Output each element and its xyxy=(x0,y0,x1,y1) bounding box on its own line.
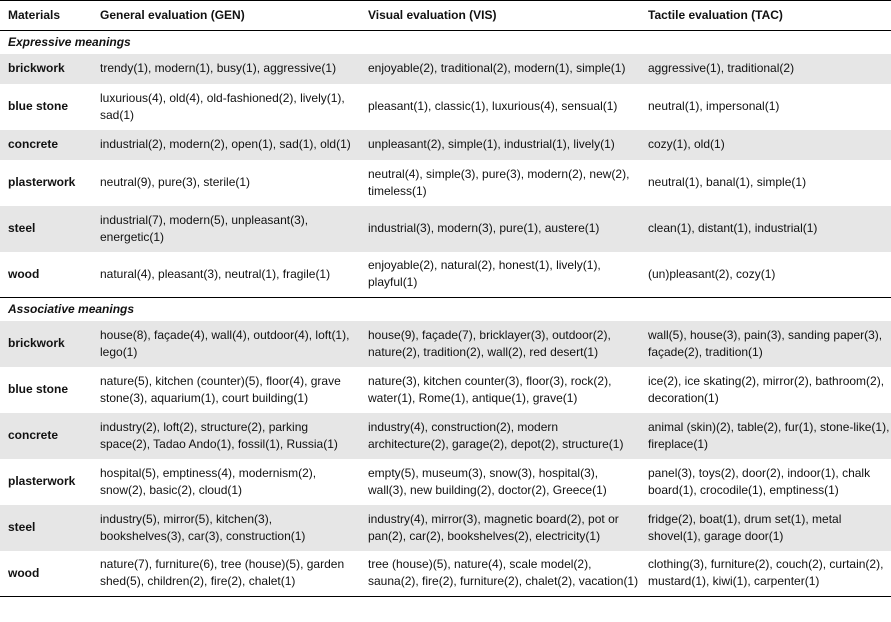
table-row xyxy=(0,130,891,160)
table-row xyxy=(0,84,891,130)
material-cell: brickwork xyxy=(0,54,92,84)
table-row xyxy=(0,367,891,413)
table-row xyxy=(0,459,891,505)
material-cell: plasterwork xyxy=(8,474,76,488)
section-title: Associative meanings xyxy=(0,298,891,321)
gen-cell: neutral(9), pure(3), sterile(1) xyxy=(100,175,251,189)
section-header xyxy=(0,31,891,54)
header-gen: General evaluation (GEN) xyxy=(92,1,360,31)
section-title: Expressive meanings xyxy=(8,34,131,49)
tac-cell: aggressive(1), traditional(2) xyxy=(640,54,891,84)
tac-cell: clothing(3), furniture(2), couch(2), curtain(2), mustard(1), kiwi(1), carpenter(1) xyxy=(640,551,891,597)
gen-cell: trendy(1), modern(1), busy(1), aggressive(1) xyxy=(92,54,360,84)
gen-cell: industrial(7), modern(5), unpleasant(3), energetic(1) xyxy=(92,206,360,252)
gen-cell: nature(7), furniture(6), tree (house)(5), garden shed(5), children(2), fire(2), chalet(1) xyxy=(92,551,360,597)
gen-cell: industry(2), loft(2), structure(2), parking space(2), Tadao Ando(1), fossil(1), Russia(1) xyxy=(92,413,360,459)
vis-cell: industry(4), mirror(3), magnetic board(2), pot or pan(2), car(2), bookshelves(2), electricity(1) xyxy=(360,505,640,551)
material-cell: blue stone xyxy=(8,99,69,113)
section-header xyxy=(0,298,891,321)
table-row xyxy=(0,206,891,252)
tac-cell: fridge(2), boat(1), drum set(1), metal shovel(1), garage door(1) xyxy=(640,505,891,551)
table-row xyxy=(0,160,891,206)
vis-cell: industrial(3), modern(3), pure(1), austere(1) xyxy=(360,206,640,252)
vis-cell: enjoyable(2), natural(2), honest(1), lively(1), playful(1) xyxy=(368,258,601,290)
vis-cell: unpleasant(2), simple(1), industrial(1), lively(1) xyxy=(360,130,640,160)
table-row xyxy=(0,54,891,84)
material-cell: plasterwork xyxy=(8,175,76,189)
vis-cell: empty(5), museum(3), snow(3), hospital(3), wall(3), new building(2), doctor(2), Greece(1) xyxy=(368,465,607,497)
material-cell: steel xyxy=(0,206,92,252)
vis-cell: enjoyable(2), traditional(2), modern(1), simple(1) xyxy=(360,54,640,84)
material-cell: blue stone xyxy=(8,382,69,396)
material-cell: brickwork xyxy=(0,321,92,367)
material-cell: wood xyxy=(0,551,92,597)
material-cell: wood xyxy=(8,266,40,281)
header-materials: Materials xyxy=(0,1,92,31)
material-cell: steel xyxy=(0,505,92,551)
header-tac: Tactile evaluation (TAC) xyxy=(640,1,891,31)
material-cell: concrete xyxy=(0,130,92,160)
table-row xyxy=(0,505,891,551)
tac-cell: animal (skin)(2), table(2), fur(1), stone-like(1), fireplace(1) xyxy=(640,413,891,459)
gen-cell: hospital(5), emptiness(4), modernism(2), snow(2), basic(2), cloud(1) xyxy=(100,465,317,497)
tac-cell: neutral(1), banal(1), simple(1) xyxy=(648,175,807,189)
gen-cell: nature(5), kitchen (counter)(5), floor(4), grave stone(3), aquarium(1), court building(1) xyxy=(100,373,341,405)
tac-cell: (un)pleasant(2), cozy(1) xyxy=(648,266,776,281)
tac-cell: panel(3), toys(2), door(2), indoor(1), chalk board(1), crocodile(1), emptiness(1) xyxy=(648,465,871,497)
gen-cell: luxurious(4), old(4), old-fashioned(2), lively(1), sad(1) xyxy=(100,90,345,122)
gen-cell: industrial(2), modern(2), open(1), sad(1), old(1) xyxy=(92,130,360,160)
tac-cell: ice(2), ice skating(2), mirror(2), bathroom(2), decoration(1) xyxy=(648,373,885,405)
vis-cell: nature(3), kitchen counter(3), floor(3), rock(2), water(1), Rome(1), antique(1), grave(1) xyxy=(368,373,612,405)
material-cell: concrete xyxy=(0,413,92,459)
header-row xyxy=(0,1,891,31)
table-row xyxy=(0,551,891,597)
tac-cell: wall(5), house(3), pain(3), sanding paper(3), façade(2), tradition(1) xyxy=(640,321,891,367)
vis-cell: house(9), façade(7), bricklayer(3), outdoor(2), nature(2), tradition(2), wall(2), red desert(1) xyxy=(360,321,640,367)
tac-cell: clean(1), distant(1), industrial(1) xyxy=(640,206,891,252)
vis-cell: tree (house)(5), nature(4), scale model(2), sauna(2), fire(2), furniture(2), chalet(2), vacation(1) xyxy=(360,551,640,597)
table-row xyxy=(0,252,891,298)
vis-cell: neutral(4), simple(3), pure(3), modern(2), new(2), timeless(1) xyxy=(368,166,630,198)
table-row xyxy=(0,413,891,459)
tac-cell: cozy(1), old(1) xyxy=(640,130,891,160)
gen-cell: house(8), façade(4), wall(4), outdoor(4), loft(1), lego(1) xyxy=(92,321,360,367)
vis-cell: pleasant(1), classic(1), luxurious(4), sensual(1) xyxy=(368,99,618,113)
vis-cell: industry(4), construction(2), modern architecture(2), garage(2), depot(2), structure(1) xyxy=(360,413,640,459)
gen-cell: natural(4), pleasant(3), neutral(1), fragile(1) xyxy=(100,266,331,281)
table-row xyxy=(0,321,891,367)
tac-cell: neutral(1), impersonal(1) xyxy=(648,99,780,113)
header-vis: Visual evaluation (VIS) xyxy=(360,1,640,31)
gen-cell: industry(5), mirror(5), kitchen(3), bookshelves(3), car(3), construction(1) xyxy=(92,505,360,551)
